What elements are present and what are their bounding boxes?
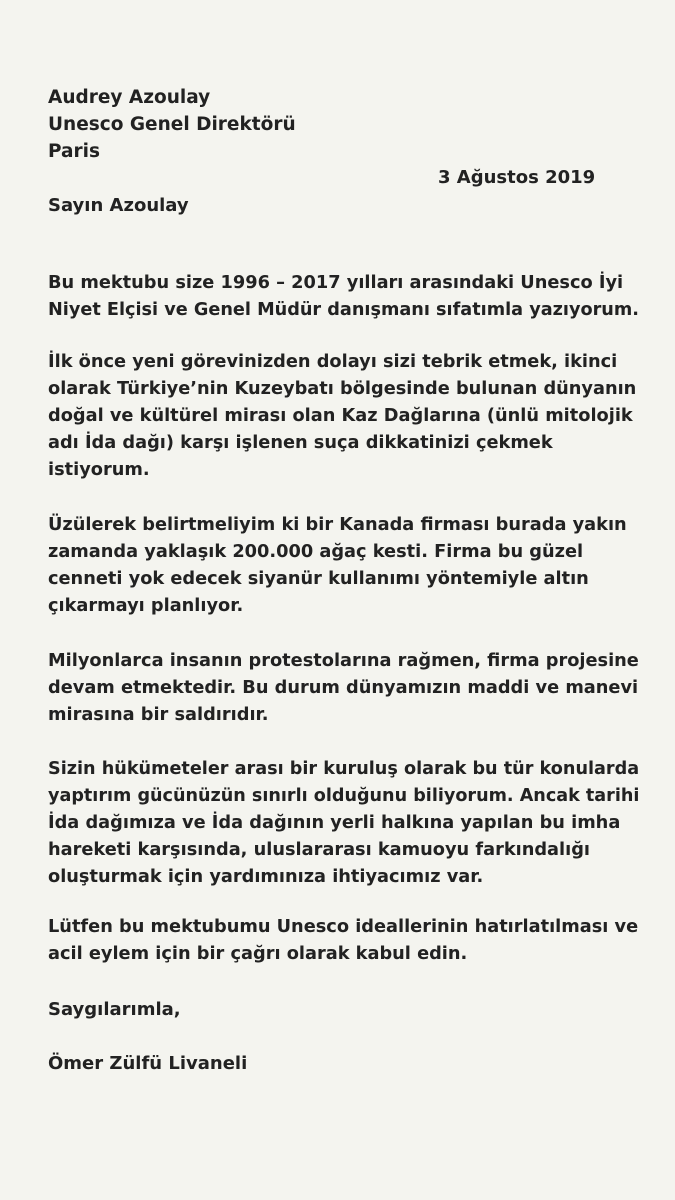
paragraph-line: zamanda yaklaşık 200.000 ağaç kesti. Firma bu güzel xyxy=(48,542,584,562)
paragraph-3 xyxy=(48,512,648,620)
signature: Ömer Zülfü Livaneli xyxy=(48,1053,248,1074)
letter-date: 3 Ağustos 2019 xyxy=(438,167,596,188)
recipient-city: Paris xyxy=(48,141,101,162)
salutation: Sayın Azoulay xyxy=(48,195,189,216)
paragraph-line: acil eylem için bir çağrı olarak kabul edin. xyxy=(48,944,468,964)
paragraph-line: cenneti yok edecek siyanür kullanımı yöntemiyle altın xyxy=(48,569,589,589)
paragraph-6 xyxy=(48,914,648,968)
paragraph-line: adı İda dağı) karşı işlenen suça dikkatinizi çekmek xyxy=(48,433,553,453)
paragraph-line: istiyorum. xyxy=(48,460,150,480)
paragraph-line: hareketi karşısında, uluslararası kamuoyu farkındalığı xyxy=(48,840,590,860)
paragraph-2 xyxy=(48,349,648,484)
paragraph-line: İda dağımıza ve İda dağının yerli halkına yapılan bu imha xyxy=(48,813,621,833)
paragraph-line: çıkarmayı planlıyor. xyxy=(48,596,244,616)
paragraph-line: Üzülerek belirtmeliyim ki bir Kanada firması burada yakın xyxy=(48,515,627,535)
paragraph-line: olarak Türkiye’nin Kuzeybatı bölgesinde bulunan dünyanın xyxy=(48,379,637,399)
paragraph-line: doğal ve kültürel mirası olan Kaz Dağlarına (ünlü mitolojik xyxy=(48,406,633,426)
recipient-title: Unesco Genel Direktörü xyxy=(48,114,296,135)
paragraph-line: Lütfen bu mektubumu Unesco ideallerinin hatırlatılması ve xyxy=(48,917,639,937)
paragraph-4 xyxy=(48,648,648,729)
paragraph-line: Sizin hükümeteler arası bir kuruluş olarak bu tür konularda xyxy=(48,759,640,779)
closing: Saygılarımla, xyxy=(48,999,181,1020)
paragraph-5 xyxy=(48,756,648,891)
paragraph-line: Niyet Elçisi ve Genel Müdür danışmanı sıfatımla yazıyorum. xyxy=(48,300,639,320)
paragraph-line: mirasına bir saldırıdır. xyxy=(48,705,269,725)
paragraph-line: devam etmektedir. Bu durum dünyamızın maddi ve manevi xyxy=(48,678,639,698)
recipient-name: Audrey Azoulay xyxy=(48,87,211,108)
paragraph-line: İlk önce yeni görevinizden dolayı sizi tebrik etmek, ikinci xyxy=(48,352,618,372)
paragraph-line: yaptırım gücünüzün sınırlı olduğunu biliyorum. Ancak tarihi xyxy=(48,786,640,806)
paragraph-1 xyxy=(48,270,648,324)
paragraph-line: Bu mektubu size 1996 – 2017 yılları arasındaki Unesco İyi xyxy=(48,273,624,293)
paragraph-line: oluşturmak için yardımınıza ihtiyacımız var. xyxy=(48,867,484,887)
paragraph-line: Milyonlarca insanın protestolarına rağmen, firma projesine xyxy=(48,651,639,671)
